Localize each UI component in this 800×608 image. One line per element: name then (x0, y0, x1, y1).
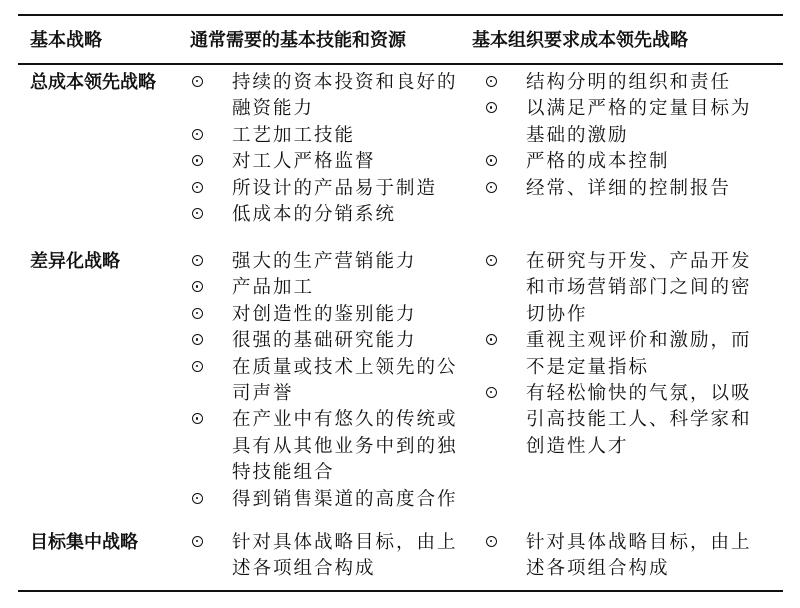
bullet-icon (192, 334, 203, 345)
bullet-icon (192, 493, 203, 504)
list-item: 针对具体战略目标，由上述各项组合构成 (484, 530, 769, 583)
list-item: 在研究与开发、产品开发和市场营销部门之间的密切协作 (484, 249, 769, 328)
list-item: 对创造性的鉴别能力 (190, 302, 465, 328)
list-item: 强大的生产营销能力 (190, 249, 465, 275)
list-item: 所设计的产品易于制造 (190, 176, 465, 202)
bullet-icon (486, 536, 497, 547)
header-skills-resources: 通常需要的基本技能和资源 (190, 30, 406, 51)
strategy-name: 目标集中战略 (30, 532, 138, 553)
header-rule (18, 63, 783, 65)
list-item: 对工人严格监督 (190, 149, 465, 175)
bullet-icon (486, 334, 497, 345)
list-item: 严格的成本控制 (484, 149, 769, 175)
list-item: 在质量或技术上领先的公司声誉 (190, 355, 465, 408)
bullet-icon (192, 281, 203, 292)
bullet-icon (192, 182, 203, 193)
list-item: 持续的资本投资和良好的融资能力 (190, 70, 465, 123)
bullet-icon (486, 182, 497, 193)
list-item: 在产业中有悠久的传统或具有从其他业务中到的独特技能组合 (190, 407, 465, 486)
bullet-icon (192, 536, 203, 547)
list-item: 有轻松愉快的气氛，以吸引高技能工人、科学家和创造性人才 (484, 381, 769, 460)
list-item: 得到销售渠道的高度合作 (190, 487, 465, 513)
bullet-icon (486, 76, 497, 87)
bullet-icon (486, 387, 497, 398)
bullet-icon (192, 255, 203, 266)
table-top-rule (18, 14, 783, 16)
requirements-list (484, 530, 769, 583)
skills-list (190, 70, 465, 228)
bullet-icon (192, 129, 203, 140)
bullet-icon (192, 413, 203, 424)
list-item: 结构分明的组织和责任 (484, 70, 769, 96)
list-item: 产品加工 (190, 275, 465, 301)
bullet-icon (486, 255, 497, 266)
skills-list (190, 249, 465, 513)
strategy-name: 总成本领先战略 (30, 72, 156, 93)
list-item: 重视主观评价和激励，而不是定量指标 (484, 328, 769, 381)
bullet-icon (192, 155, 203, 166)
list-item: 工艺加工技能 (190, 123, 465, 149)
list-item: 低成本的分销系统 (190, 202, 465, 228)
requirements-list (484, 249, 769, 460)
list-item: 经常、详细的控制报告 (484, 176, 769, 202)
bullet-icon (192, 208, 203, 219)
skills-list (190, 530, 465, 583)
list-item: 很强的基础研究能力 (190, 328, 465, 354)
requirements-list (484, 70, 769, 202)
list-item: 针对具体战略目标，由上述各项组合构成 (190, 530, 465, 583)
bullet-icon (486, 155, 497, 166)
table-bottom-rule (18, 590, 783, 592)
bullet-icon (192, 308, 203, 319)
bullet-icon (192, 76, 203, 87)
bullet-icon (486, 102, 497, 113)
bullet-icon (192, 361, 203, 372)
list-item: 以满足严格的定量目标为基础的激励 (484, 96, 769, 149)
strategy-name: 差异化战略 (30, 251, 120, 272)
header-basic-strategy: 基本战略 (30, 30, 102, 51)
header-organizational-requirements: 基本组织要求成本领先战略 (472, 30, 688, 51)
